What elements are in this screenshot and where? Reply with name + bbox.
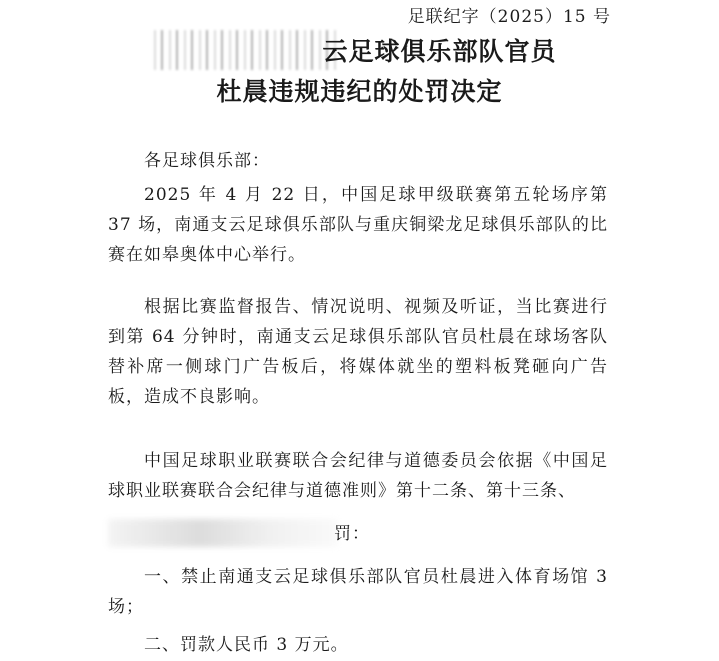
- paragraph-match-info: 2025 年 4 月 22 日，中国足球甲级联赛第五轮场序第 37 场，南通支云足球俱乐部队与重庆铜梁龙足球俱乐部队的比赛在如皋奥体中心举行。: [108, 185, 608, 265]
- paragraph-incident: 根据比赛监督报告、情况说明、视频及听证，当比赛进行到第 64 分钟时，南通支云足球俱乐部队官员杜晨在球场客队替补席一侧球门广告板后，将媒体就坐的塑料板凳砸向广告板，造成不良影响。: [108, 297, 608, 407]
- title-line-1: 云足球俱乐部队官员: [322, 37, 557, 66]
- document-number: 足联纪字（2025）15 号: [407, 7, 611, 27]
- penalty-2: 二、罚款人民币 3 万元。: [144, 635, 349, 655]
- penalty-1: 一、禁止南通支云足球俱乐部队官员杜晨进入体育场馆 3 场；: [108, 567, 608, 617]
- salutation: 各足球俱乐部：: [144, 151, 270, 171]
- ruling-tail: 罚：: [334, 524, 370, 544]
- title-line-2: 杜晨违规违纪的处罚决定: [216, 77, 503, 106]
- paragraph-ruling-basis: 中国足球职业联赛联合会纪律与道德委员会依据《中国足球职业联赛联合会纪律与道德准则》第十二条、第十三条、: [108, 451, 608, 501]
- ruling-redaction: [108, 519, 338, 547]
